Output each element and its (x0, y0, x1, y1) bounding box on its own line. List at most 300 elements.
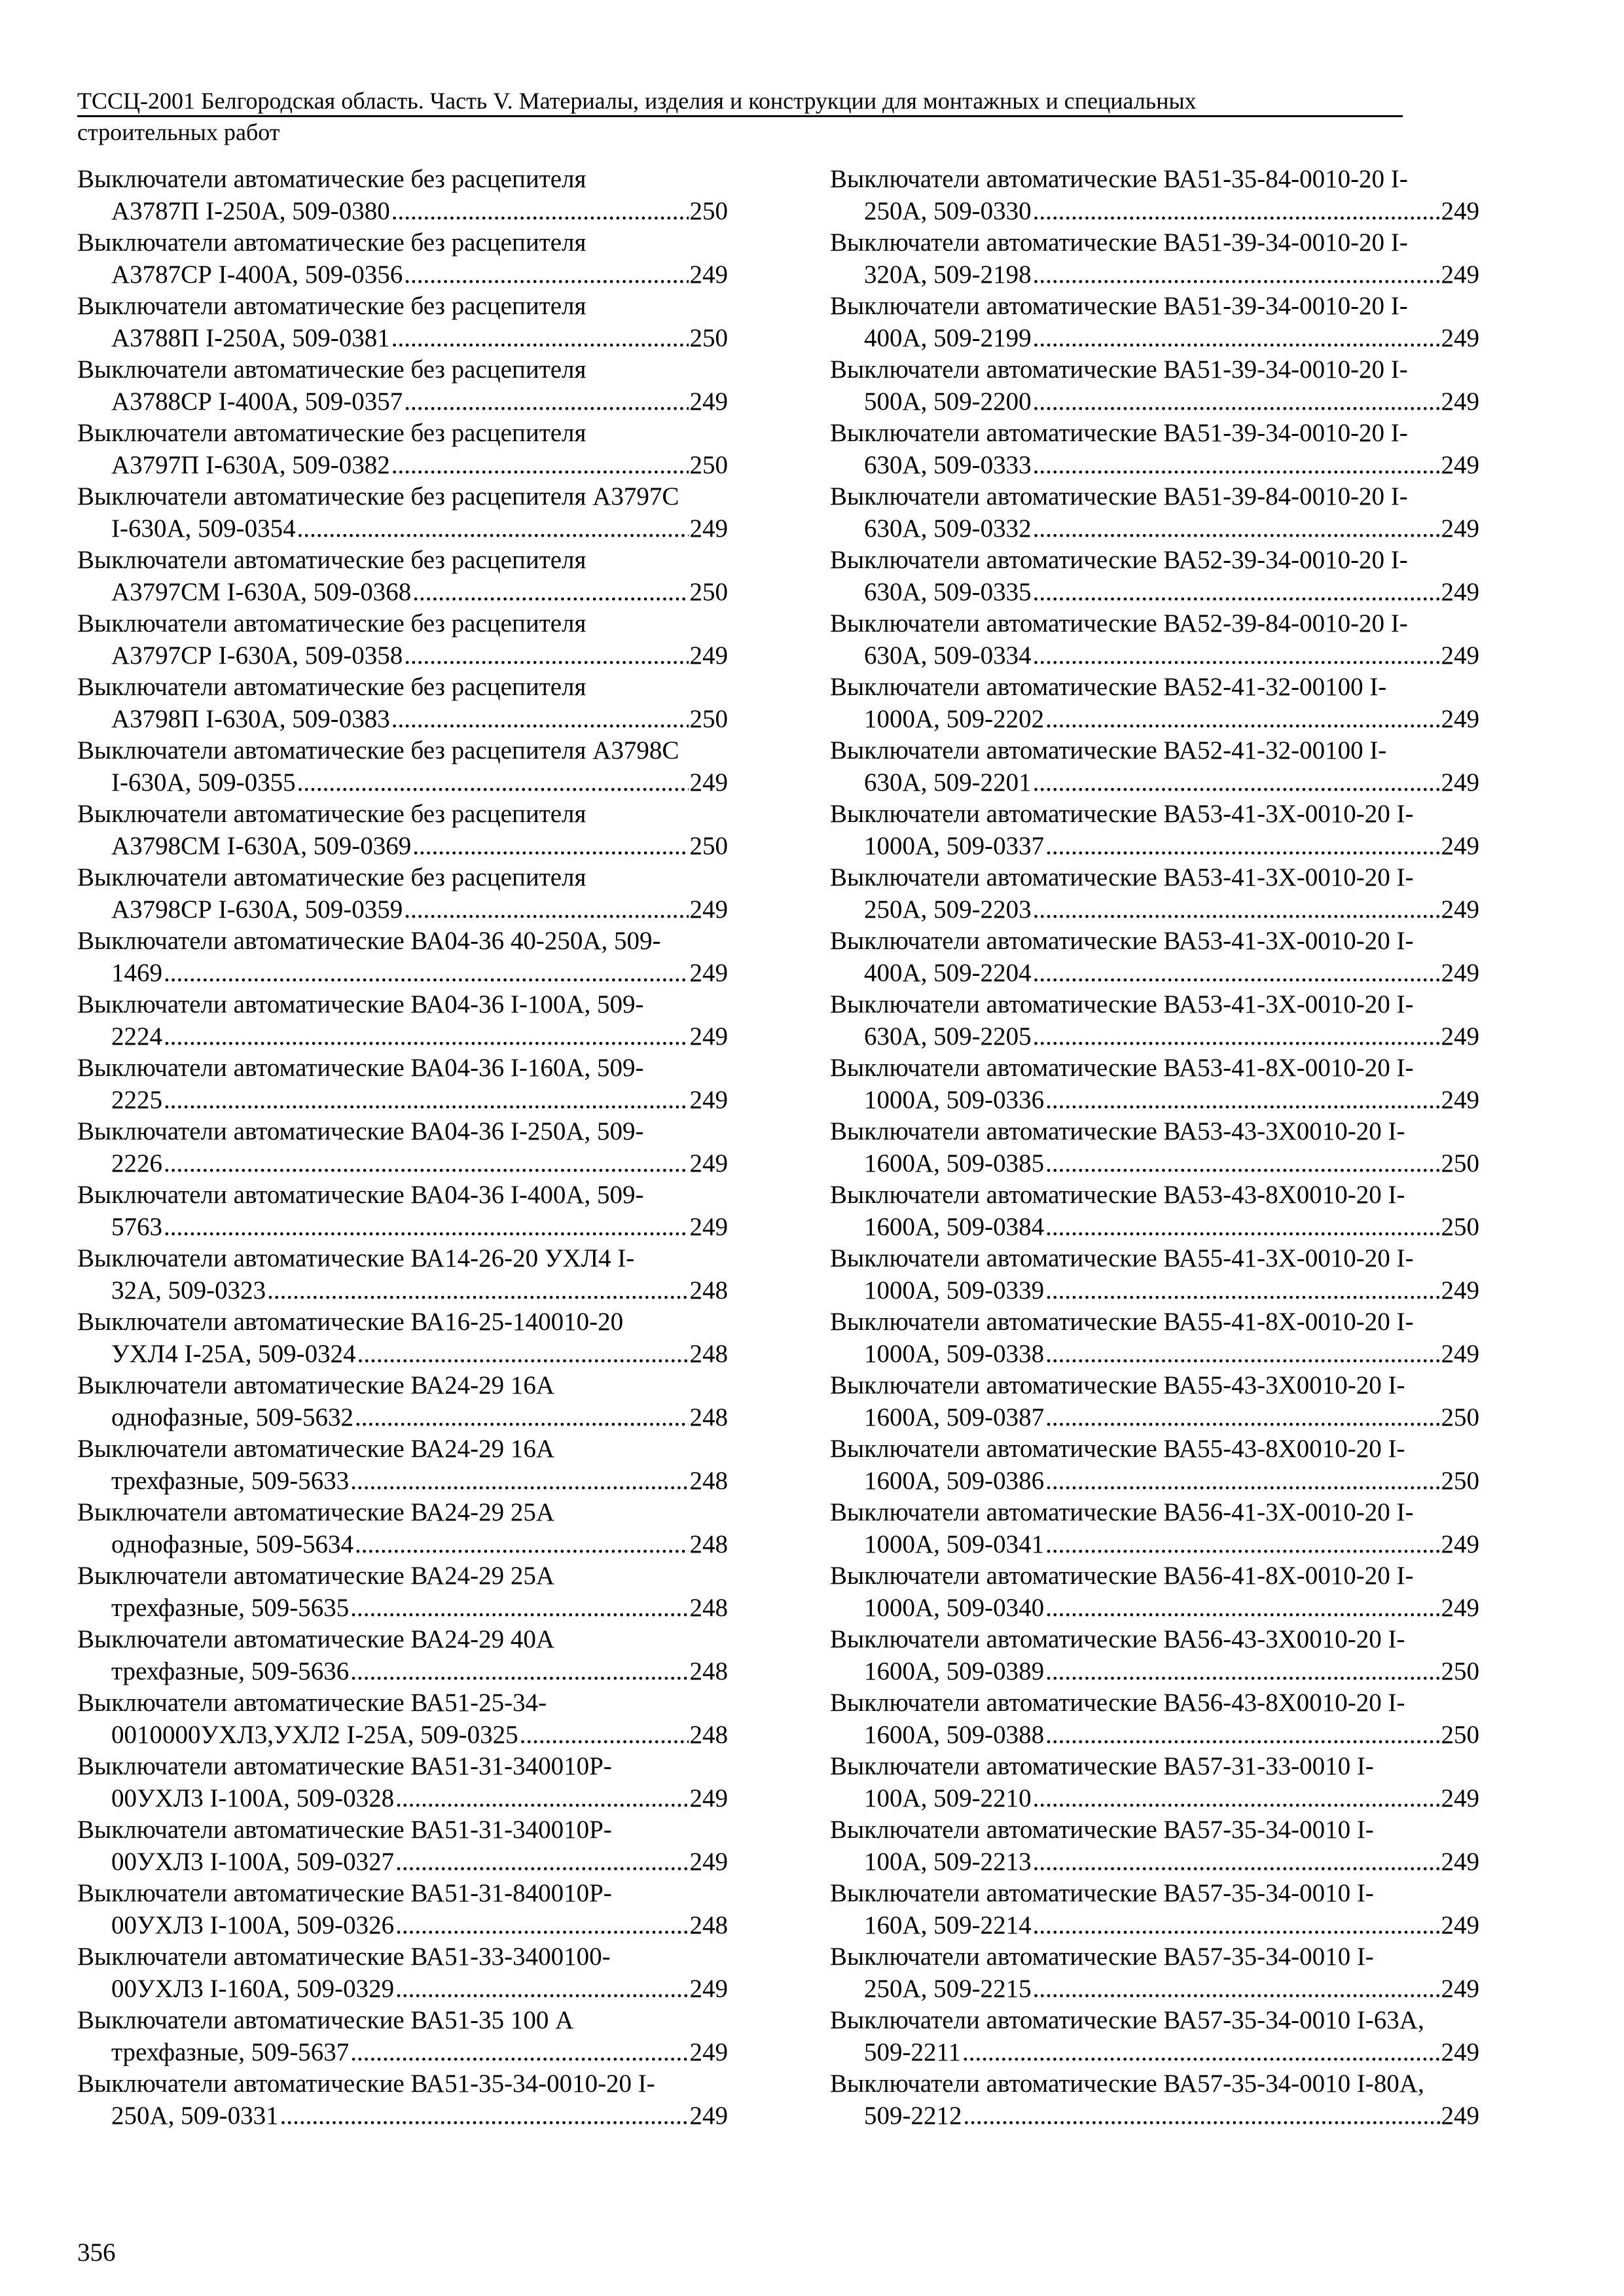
index-entry-code: 2225 (111, 1085, 162, 1114)
index-entry-code: 250А, 509-0330 (864, 196, 1032, 225)
index-entry-title: Выключатели автоматические ВА56-43-8Х0010-20 I- (830, 1689, 1405, 1717)
dot-leader (164, 1085, 689, 1117)
index-entry-title: Выключатели автоматические без расцепителя (77, 292, 586, 320)
dot-leader (1045, 1085, 1439, 1117)
dot-leader (395, 1973, 688, 2005)
index-entry-continuation (830, 323, 1479, 355)
index-entry (77, 798, 728, 862)
dot-leader (164, 1148, 689, 1180)
index-entry-title: Выключатели автоматические ВА04-36 I-400А, 509- (77, 1181, 644, 1209)
index-entry-continuation (830, 577, 1479, 609)
index-entry-title: Выключатели автоматические ВА51-31-340010Р- (77, 1816, 612, 1844)
dot-leader (404, 894, 688, 926)
index-entry-title: Выключатели автоматические ВА57-35-34-0010 I-80А, (830, 2070, 1424, 2098)
index-entry-code: 630А, 509-0335 (864, 577, 1032, 606)
index-entry-page: 249 (689, 1022, 728, 1050)
index-entry (77, 354, 728, 418)
index-entry-title: Выключатели автоматические ВА53-41-3Х-0010-20 I- (830, 800, 1414, 828)
index-entry (830, 1941, 1479, 2005)
dot-leader (1033, 196, 1440, 228)
index-entry (830, 989, 1479, 1052)
index-entry-code: 400А, 509-2199 (864, 323, 1032, 352)
index-entry-continuation (830, 513, 1479, 545)
dot-leader (1045, 1719, 1439, 1751)
index-entry-page: 250 (1441, 1466, 1479, 1495)
index-entry-page: 249 (689, 2037, 728, 2066)
index-entry-continuation (77, 1656, 728, 1688)
dot-leader (1033, 1846, 1440, 1878)
index-entry-page: 249 (1441, 641, 1479, 670)
index-entry (77, 418, 728, 481)
index-entry-page: 249 (689, 514, 728, 543)
index-entry (830, 1433, 1479, 1497)
index-entry-page: 249 (689, 958, 728, 987)
index-entry-code: 1600А, 509-0386 (864, 1466, 1045, 1495)
index-entry (77, 2068, 728, 2132)
index-entry-continuation (830, 1656, 1479, 1688)
index-entry-title: Выключатели автоматические ВА52-41-32-00100 I- (830, 673, 1387, 701)
index-entry-continuation (830, 450, 1479, 482)
index-entry (830, 1560, 1479, 1624)
index-entry-code: А3798П I-630А, 509-0383 (111, 704, 390, 733)
index-entry-title: Выключатели автоматические ВА04-36 I-100А, 509- (77, 990, 644, 1018)
index-entry (77, 1116, 728, 1179)
index-entry-continuation (830, 1973, 1479, 2005)
index-entry-continuation (77, 1719, 728, 1751)
index-entry-code: 160А, 509-2214 (864, 1910, 1032, 1939)
dot-leader (412, 577, 688, 609)
index-entry (830, 925, 1479, 989)
index-entry-code: 32А, 509-0323 (111, 1276, 266, 1304)
index-entry-continuation (830, 704, 1479, 736)
index-entry-title: Выключатели автоматические ВА51-25-34- (77, 1689, 547, 1717)
dot-leader (1033, 894, 1440, 926)
index-entry-continuation (830, 1465, 1479, 1498)
index-entry (77, 291, 728, 354)
index-entry (830, 1116, 1479, 1179)
index-entry (77, 862, 728, 925)
index-entry-continuation (77, 450, 728, 482)
index-entry-page: 249 (1441, 1339, 1479, 1368)
index-entry-title: Выключатели автоматические ВА04-36 I-160А, 509- (77, 1054, 644, 1082)
index-entry-page: 249 (1441, 514, 1479, 543)
dot-leader (350, 1592, 688, 1624)
index-entry-code: 509-2212 (864, 2101, 962, 2130)
dot-leader (357, 1338, 689, 1371)
index-entry-code: А3797СМ I-630А, 509-0368 (111, 577, 412, 606)
index-entry-title: Выключатели автоматические ВА24-29 16А (77, 1371, 555, 1399)
index-entry (77, 1306, 728, 1370)
index-entry-code: 320А, 509-2198 (864, 260, 1032, 289)
index-entry-continuation (77, 958, 728, 990)
index-entry-continuation (77, 1465, 728, 1498)
index-entry (77, 2005, 728, 2068)
index-entry-page: 249 (1441, 1022, 1479, 1050)
dot-leader (350, 1656, 688, 1688)
index-entry-page: 249 (689, 1847, 728, 1876)
index-entry-title: Выключатели автоматические ВА56-41-8Х-0010-20 I- (830, 1562, 1414, 1590)
dot-leader (1033, 1783, 1440, 1815)
dot-leader (395, 1783, 688, 1815)
index-entry-continuation (77, 1592, 728, 1624)
index-entry-continuation (830, 196, 1479, 228)
index-entry-continuation (77, 704, 728, 736)
index-entry-page: 249 (689, 895, 728, 924)
index-entry-code: 630А, 509-2205 (864, 1022, 1032, 1050)
index-entry-title: Выключатели автоматические ВА24-29 25А (77, 1562, 555, 1590)
index-entry-page: 249 (1441, 1910, 1479, 1939)
index-entry (830, 227, 1479, 291)
index-entry-page: 249 (1441, 958, 1479, 987)
index-entry-continuation (830, 1910, 1479, 1942)
index-entry-page: 249 (689, 1784, 728, 1812)
index-entry-page: 249 (1441, 768, 1479, 797)
index-entry (77, 925, 728, 989)
index-entry-continuation (830, 1275, 1479, 1307)
index-entry (77, 545, 728, 608)
index-entry (77, 1751, 728, 1814)
index-entry-title: Выключатели автоматические ВА14-26-20 УХЛ4 I- (77, 1244, 635, 1272)
index-entry (830, 2068, 1479, 2132)
index-entry-continuation (77, 196, 728, 228)
index-entry-title: Выключатели автоматические ВА53-43-3Х0010-20 I- (830, 1117, 1405, 1145)
index-entry-page: 249 (689, 641, 728, 670)
index-entry-title: Выключатели автоматические ВА16-25-140010-20 (77, 1308, 624, 1336)
index-entry-continuation (77, 894, 728, 926)
index-entry-code: 1000А, 509-0338 (864, 1339, 1045, 1368)
index-entry-page: 249 (1441, 1974, 1479, 2003)
dot-leader (280, 2100, 689, 2132)
index-entry-code: 100А, 509-2213 (864, 1847, 1032, 1876)
index-entry (830, 2005, 1479, 2068)
index-entry-page: 250 (1441, 1212, 1479, 1241)
index-entry-page: 249 (689, 1212, 728, 1241)
index-entry-continuation (830, 640, 1479, 672)
index-entry-title: Выключатели автоматические без расцепителя (77, 419, 586, 447)
index-entry-page: 248 (689, 1466, 728, 1495)
index-entry-code: 1469 (111, 958, 162, 987)
index-entry-page: 250 (1441, 1149, 1479, 1177)
index-entry-code: 100А, 509-2210 (864, 1784, 1032, 1812)
index-entry-code: 5763 (111, 1212, 162, 1241)
index-entry-continuation (77, 1910, 728, 1942)
index-entry-continuation (830, 2100, 1479, 2132)
dot-leader (1045, 1529, 1439, 1561)
index-entry-title: Выключатели автоматические ВА52-41-32-00100 I- (830, 736, 1387, 764)
index-entry-code: 250А, 509-2203 (864, 895, 1032, 924)
index-entry-title: Выключатели автоматические ВА51-39-34-0010-20 I- (830, 292, 1408, 320)
dot-leader (350, 1465, 688, 1498)
index-entry (830, 481, 1479, 545)
index-entry-code: 630А, 509-0333 (864, 450, 1032, 479)
index-entry-title: Выключатели автоматические без расцепителя (77, 800, 586, 828)
dot-leader (395, 1846, 688, 1878)
index-entry (830, 291, 1479, 354)
index-entry-code: однофазные, 509-5632 (111, 1403, 353, 1431)
index-entry-page: 249 (1441, 196, 1479, 225)
index-entry-page: 249 (1441, 831, 1479, 860)
index-entry (830, 545, 1479, 608)
index-entry-page: 249 (689, 2101, 728, 2130)
index-entry (77, 1497, 728, 1560)
index-entry-continuation (77, 2037, 728, 2069)
dot-leader (1045, 704, 1439, 736)
index-entry-code: 0010000УХЛ3,УХЛ2 I-25А, 509-0325 (111, 1720, 518, 1749)
index-entry (830, 1687, 1479, 1751)
dot-leader (1045, 831, 1439, 863)
index-entry (77, 1179, 728, 1243)
index-entry-page: 248 (689, 1657, 728, 1685)
index-entry-page: 249 (1441, 1784, 1479, 1812)
index-entry-code: 250А, 509-0331 (111, 2101, 279, 2130)
index-entry-page: 250 (689, 704, 728, 733)
dot-leader (355, 1402, 689, 1434)
index-entry-code: А3788СР I-400А, 509-0357 (111, 387, 403, 416)
index-entry-title: Выключатели автоматические ВА56-41-3Х-0010-20 I- (830, 1498, 1414, 1526)
index-entry-continuation (77, 1529, 728, 1561)
index-entry (77, 608, 728, 672)
dot-leader (395, 1910, 688, 1942)
index-entry-continuation (77, 1085, 728, 1117)
index-entry-continuation (77, 1846, 728, 1878)
index-entry-title: Выключатели автоматические без расцепителя (77, 228, 586, 257)
index-entry-continuation (830, 1783, 1479, 1815)
index-entry (77, 735, 728, 798)
index-entry-continuation (830, 1846, 1479, 1878)
index-entry-continuation (830, 1211, 1479, 1244)
index-entry-page: 249 (689, 1149, 728, 1177)
index-entry (77, 1370, 728, 1433)
index-entry-page: 249 (1441, 1847, 1479, 1876)
dot-leader (1033, 513, 1440, 545)
index-column-right (830, 164, 1479, 2132)
index-entry (77, 1433, 728, 1497)
index-entry-continuation (77, 323, 728, 355)
dot-leader (1033, 640, 1440, 672)
index-entry-code: 1000А, 509-0339 (864, 1276, 1045, 1304)
index-entry-continuation (77, 2100, 728, 2132)
dot-leader (1045, 1592, 1439, 1624)
page-number: 356 (77, 2238, 116, 2267)
index-entry-page: 248 (689, 1720, 728, 1749)
index-entry-code: трехфазные, 509-5636 (111, 1657, 350, 1685)
index-entry-title: Выключатели автоматические без расцепителя (77, 355, 586, 384)
index-entry-page: 250 (1441, 1657, 1479, 1685)
index-entry (830, 1624, 1479, 1687)
dot-leader (355, 1529, 689, 1561)
index-entry-page: 249 (1441, 450, 1479, 479)
index-entry (77, 1560, 728, 1624)
index-entry-code: А3797СР I-630А, 509-0358 (111, 641, 403, 670)
dot-leader (297, 513, 689, 545)
dot-leader (1045, 1656, 1439, 1688)
index-entry-page: 248 (689, 1910, 728, 1939)
index-entry (830, 418, 1479, 481)
index-entry-continuation (77, 640, 728, 672)
index-entry-continuation (77, 831, 728, 863)
index-entry-title: Выключатели автоматические ВА51-39-34-0010-20 I- (830, 228, 1408, 257)
index-entry-continuation (77, 1275, 728, 1307)
dot-leader (1045, 1148, 1439, 1180)
index-entry-code: 1000А, 509-0340 (864, 1593, 1045, 1622)
running-header-continued: строительных работ (77, 119, 280, 145)
index-entry-continuation (77, 1021, 728, 1053)
index-entry-code: 1000А, 509-0337 (864, 831, 1045, 860)
dot-leader (391, 323, 689, 355)
index-entry-title: Выключатели автоматические ВА57-35-34-0010 I-63А, (830, 2006, 1424, 2034)
index-entry-code: трехфазные, 509-5635 (111, 1593, 350, 1622)
index-entry-code: I-630А, 509-0355 (111, 768, 296, 797)
index-entry (830, 1306, 1479, 1370)
index-entry-page: 249 (689, 387, 728, 416)
index-entry (830, 798, 1479, 862)
index-entry-code: А3787СР I-400А, 509-0356 (111, 260, 403, 289)
index-entry-page: 249 (1441, 1593, 1479, 1622)
index-entry-title: Выключатели автоматические ВА24-29 25А (77, 1498, 555, 1526)
index-entry-code: 1000А, 509-0336 (864, 1085, 1045, 1114)
index-entry-title: Выключатели автоматические ВА51-33-3400100- (77, 1943, 611, 1971)
index-entry (830, 354, 1479, 418)
index-entry-page: 249 (1441, 2101, 1479, 2130)
index-entry-code: 630А, 509-0332 (864, 514, 1032, 543)
dot-leader (1033, 1910, 1440, 1942)
index-entry (830, 862, 1479, 925)
index-entry-page: 249 (1441, 1276, 1479, 1304)
dot-leader (404, 640, 688, 672)
index-entry-continuation (830, 1719, 1479, 1751)
index-entry-code: 630А, 509-2201 (864, 768, 1032, 797)
dot-leader (404, 386, 688, 418)
index-entry-title: Выключатели автоматические ВА57-35-34-0010 I- (830, 1943, 1374, 1971)
dot-leader (412, 831, 688, 863)
dot-leader (1033, 259, 1440, 291)
index-entry-page: 250 (1441, 1403, 1479, 1431)
index-entry-continuation (830, 958, 1479, 990)
index-entry-code: 2226 (111, 1149, 162, 1177)
index-entry-title: Выключатели автоматические ВА51-39-34-0010-20 I- (830, 355, 1408, 384)
index-entry (830, 164, 1479, 227)
index-entry-code: 1600А, 509-0389 (864, 1657, 1045, 1685)
index-entry-title: Выключатели автоматические ВА57-35-34-0010 I- (830, 1816, 1374, 1844)
dot-leader (1045, 1211, 1439, 1244)
index-entry-page: 248 (689, 1530, 728, 1558)
index-entry (77, 1243, 728, 1306)
index-entry-page: 250 (689, 323, 728, 352)
dot-leader (391, 450, 689, 482)
index-entry-title: Выключатели автоматические ВА51-35 100 А (77, 2006, 574, 2034)
dot-leader (164, 1211, 689, 1244)
index-entry (77, 1878, 728, 1941)
index-entry-continuation (830, 1592, 1479, 1624)
index-entry-page: 250 (689, 577, 728, 606)
index-entry-continuation (830, 1021, 1479, 1053)
index-entry-title: Выключатели автоматические ВА51-35-84-0010-20 I- (830, 165, 1408, 193)
index-entry-title: Выключатели автоматические ВА51-39-84-0010-20 I- (830, 482, 1408, 511)
dot-leader (1045, 1465, 1439, 1498)
index-entry-page: 249 (1441, 577, 1479, 606)
index-entry-page: 249 (1441, 323, 1479, 352)
index-entry-title: Выключатели автоматические без расцепителя (77, 546, 586, 574)
index-entry (830, 672, 1479, 735)
dot-leader (404, 259, 688, 291)
index-entry (77, 989, 728, 1052)
index-entry-title: Выключатели автоматические ВА53-41-3Х-0010-20 I- (830, 990, 1414, 1018)
index-entry-title: Выключатели автоматические ВА57-31-33-0010 I- (830, 1752, 1374, 1780)
index-entry-page: 250 (689, 831, 728, 860)
dot-leader (964, 2100, 1440, 2132)
dot-leader (164, 1021, 689, 1053)
index-entry-code: 630А, 509-0334 (864, 641, 1032, 670)
index-entry (77, 227, 728, 291)
header-title: ТССЦ-2001 Белгородская область. Часть V. Материалы, изделия и конструкции для монтажных и специальных (77, 88, 1197, 114)
dot-leader (1033, 1973, 1440, 2005)
index-entry-continuation (77, 1338, 728, 1371)
dot-leader (1033, 386, 1440, 418)
index-entry (830, 1814, 1479, 1878)
index-entry (77, 481, 728, 545)
index-entry-code: А3798СР I-630А, 509-0359 (111, 895, 403, 924)
index-entry (77, 1814, 728, 1878)
index-entry-code: 1000А, 509-0341 (864, 1530, 1045, 1558)
dot-leader (1033, 323, 1440, 355)
index-entry-title: Выключатели автоматические без расцепителя (77, 863, 586, 891)
index-entry (830, 1243, 1479, 1306)
index-entry-page: 249 (1441, 2037, 1479, 2066)
index-entry-continuation (77, 1402, 728, 1434)
dot-leader (391, 704, 689, 736)
index-entry (830, 608, 1479, 672)
index-column-left (77, 164, 728, 2132)
dot-leader (1033, 958, 1440, 990)
index-entry-code: 509-2211 (864, 2037, 962, 2066)
running-header (77, 86, 1403, 117)
index-entry-title: Выключатели автоматические ВА24-29 40А (77, 1625, 555, 1653)
index-entry-continuation (77, 386, 728, 418)
dot-leader (1045, 1338, 1439, 1371)
index-entry (830, 1052, 1479, 1116)
dot-leader (1033, 767, 1440, 799)
index-entry-code: 2224 (111, 1022, 162, 1050)
index-entry (77, 1941, 728, 2005)
index-entry-page: 249 (1441, 387, 1479, 416)
index-entry-title: Выключатели автоматические ВА24-29 16А (77, 1435, 555, 1463)
index-entry-code: А3788П I-250А, 509-0381 (111, 323, 390, 352)
index-entry-code: 400А, 509-2204 (864, 958, 1032, 987)
index-entry-continuation (77, 767, 728, 799)
index-entry-title: Выключатели автоматические ВА55-41-3Х-0010-20 I- (830, 1244, 1414, 1272)
index-entry-continuation (77, 513, 728, 545)
index-entry (830, 1751, 1479, 1814)
index-entry (830, 1878, 1479, 1941)
index-entry-continuation (830, 831, 1479, 863)
index-entry-continuation (830, 1529, 1479, 1561)
index-entry-page: 250 (1441, 1720, 1479, 1749)
index-entry-title: Выключатели автоматические ВА53-43-8Х0010-20 I- (830, 1181, 1405, 1209)
index-entry-page: 249 (1441, 1530, 1479, 1558)
index-entry-title: Выключатели автоматические ВА53-41-8Х-0010-20 I- (830, 1054, 1414, 1082)
index-entry-continuation (830, 2037, 1479, 2069)
index-entry-code: 00УХЛ3 I-100А, 509-0328 (111, 1784, 395, 1812)
index-entry-continuation (77, 1211, 728, 1244)
dot-leader (391, 196, 689, 228)
index-entry-page: 248 (689, 1276, 728, 1304)
index-entry-page: 249 (1441, 1085, 1479, 1114)
index-entry-code: 00УХЛ3 I-100А, 509-0327 (111, 1847, 395, 1876)
index-entry-code: 1600А, 509-0385 (864, 1149, 1045, 1177)
index-entry-page: 250 (689, 450, 728, 479)
index-entry-title: Выключатели автоматические ВА51-31-340010Р- (77, 1752, 612, 1780)
index-entry-continuation (830, 894, 1479, 926)
